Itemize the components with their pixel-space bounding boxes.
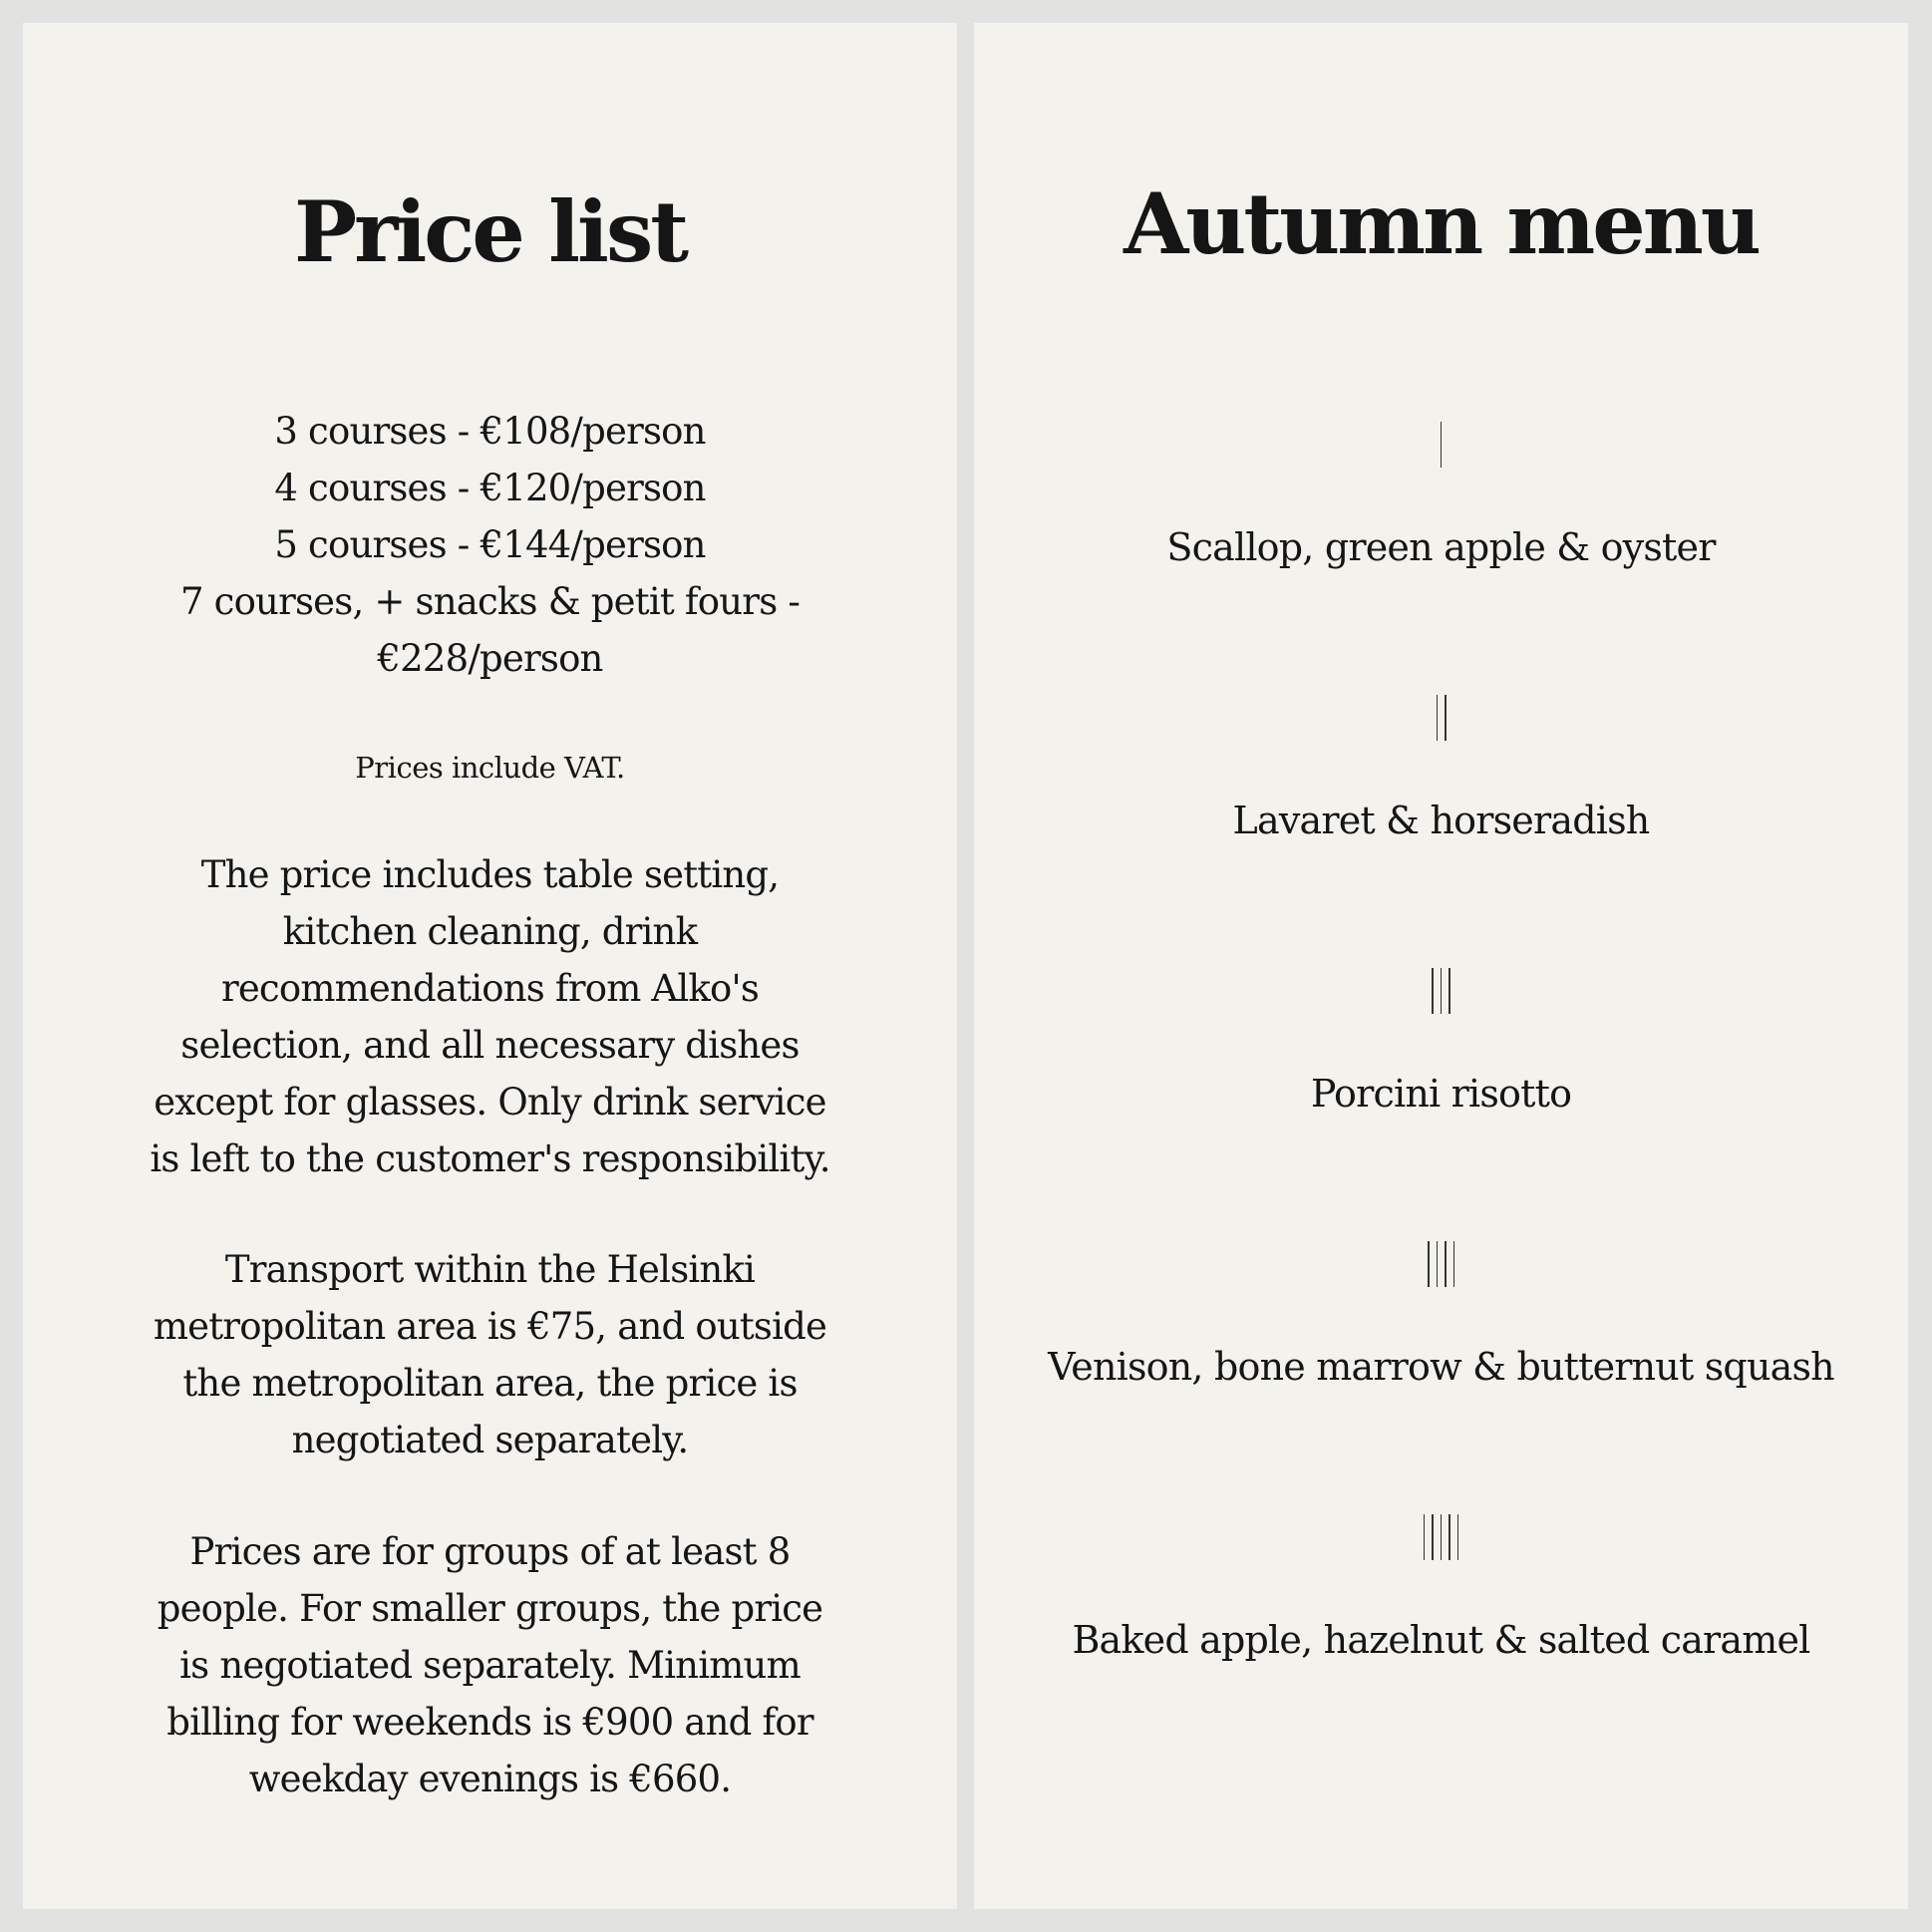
paragraph-line: Prices are for groups of at least 8 (189, 1530, 791, 1573)
course-mark-stroke (1424, 1514, 1426, 1560)
autumn-menu-title: Autumn menu (1124, 174, 1759, 273)
course-number-mark (974, 1241, 1908, 1287)
course-mark-stroke (1432, 968, 1434, 1014)
course-number-mark (974, 968, 1908, 1014)
course-mark-stroke (1457, 1514, 1459, 1560)
course-mark-stroke (1445, 1241, 1447, 1287)
course-name: Scallop, green apple & oyster (1166, 525, 1716, 569)
course-mark-stroke (1437, 1241, 1439, 1287)
course-mark-stroke (1437, 695, 1439, 741)
vat-note-text: Prices include VAT. (355, 751, 625, 785)
menu-course (974, 695, 1908, 843)
paragraph-line: the metropolitan area, the price is (182, 1362, 798, 1405)
course-mark-stroke (1432, 1514, 1434, 1560)
paragraph-line: except for glasses. Only drink service (154, 1081, 826, 1124)
price-line: 4 courses - €120/person (274, 467, 706, 509)
paragraph-line: recommendations from Alko's (220, 967, 760, 1010)
paragraph-line: negotiated separately. (291, 1419, 689, 1461)
paragraph-line: weekday evenings is €660. (248, 1758, 732, 1800)
paragraph-line: The price includes table setting, (200, 853, 780, 896)
vat-note (23, 748, 957, 788)
groups-paragraph (23, 1523, 957, 1807)
course-mark-stroke (1445, 695, 1447, 741)
course-number-mark (974, 422, 1908, 468)
course-name: Baked apple, hazelnut & salted caramel (1072, 1618, 1810, 1662)
course-mark-stroke (1453, 1241, 1455, 1287)
paragraph-line: is negotiated separately. Minimum (179, 1644, 801, 1687)
price-line: €228/person (377, 637, 603, 680)
course-mark-stroke (1441, 1514, 1443, 1560)
paragraph-line: selection, and all necessary dishes (180, 1024, 800, 1067)
menu-course (974, 1514, 1908, 1663)
paragraph-line: is left to the customer's responsibility. (150, 1137, 830, 1180)
course-name: Venison, bone marrow & butternut squash (1048, 1345, 1834, 1389)
paragraph-line: kitchen cleaning, drink (282, 910, 698, 953)
course-mark-stroke (1441, 422, 1443, 468)
course-name: Porcini risotto (1310, 1072, 1572, 1116)
course-number-mark (974, 1514, 1908, 1560)
course-number-mark (974, 695, 1908, 741)
service-paragraph (23, 846, 957, 1187)
price-list-panel (23, 23, 957, 1909)
course-mark-stroke (1441, 968, 1443, 1014)
price-line: 3 courses - €108/person (274, 410, 706, 453)
course-name: Lavaret & horseradish (1232, 799, 1650, 842)
price-list-title: Price list (293, 182, 687, 281)
paragraph-line: billing for weekends is €900 and for (166, 1701, 813, 1744)
course-mark-stroke (1449, 1514, 1450, 1560)
course-mark-stroke (1428, 1241, 1430, 1287)
paragraph-line: Transport within the Helsinki (224, 1248, 756, 1291)
course-prices (23, 403, 957, 687)
menu-course (974, 422, 1908, 570)
price-line: 5 courses - €144/person (274, 523, 706, 566)
course-mark-stroke (1449, 968, 1450, 1014)
price-line: 7 courses, + snacks & petit fours - (179, 580, 801, 623)
paragraph-line: metropolitan area is €75, and outside (153, 1305, 827, 1348)
paragraph-line: people. For smaller groups, the price (157, 1587, 823, 1630)
menu-course (974, 1241, 1908, 1390)
menu-course (974, 968, 1908, 1117)
transport-paragraph (23, 1241, 957, 1468)
autumn-menu-panel (974, 23, 1908, 1909)
